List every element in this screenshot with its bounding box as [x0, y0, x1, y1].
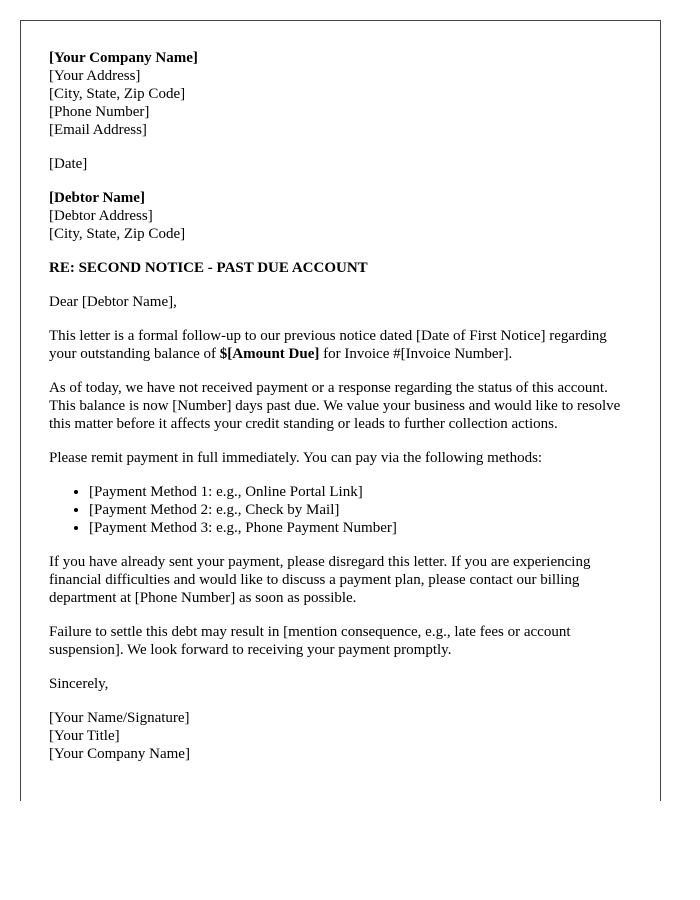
list-item: • [Payment Method 2: e.g., Check by Mail]: [89, 501, 632, 519]
letter-subject: RE: SECOND NOTICE - PAST DUE ACCOUNT: [49, 260, 368, 276]
sender-city-state-zip: [City, State, Zip Code]: [49, 86, 186, 102]
paragraph-balance: [49, 327, 632, 363]
paragraph-status: As of today, we have not received payment or a response regarding the status of this account. This balance is now [Number] days past due. We value your business and would like to resolve this matter before it affects your credit standing or leads to further collection actions.: [49, 380, 621, 432]
closing: Sincerely,: [49, 676, 109, 692]
sender-phone: [Phone Number]: [49, 104, 150, 120]
signature-title: [Your Title]: [49, 728, 120, 744]
sender-email: [Email Address]: [49, 122, 147, 138]
list-item: • [Payment Method 3: e.g., Phone Payment Number]: [89, 519, 632, 537]
recipient-city-state-zip: [City, State, Zip Code]: [49, 226, 186, 242]
date-block: [49, 155, 632, 173]
paragraph-remit: Please remit payment in full immediately. You can pay via the following methods:: [49, 450, 543, 466]
paragraph-balance-text: This letter is a formal follow-up to our previous notice dated [Date of First Notice] regarding your outstanding balance of: [49, 328, 607, 362]
letter-page: [20, 20, 661, 801]
signature-block: [49, 709, 632, 763]
signature-name: [Your Name/Signature]: [49, 710, 190, 726]
paragraph-hardship: If you have already sent your payment, please disregard this letter. If you are experiencing financial difficulties and would like to discuss a payment plan, please contact our billing department at [Phone Number] as soon as possible.: [49, 554, 591, 606]
paragraph-balance-invoice: for Invoice #[Invoice Number].: [319, 346, 513, 362]
signature-company: [Your Company Name]: [49, 746, 190, 762]
list-item: • [Payment Method 1: e.g., Online Portal Link]: [89, 483, 632, 501]
sender-block: [49, 49, 632, 139]
salutation: Dear [Debtor Name],: [49, 294, 177, 310]
amount-due: $[Amount Due]: [219, 346, 320, 362]
sender-company-name: [Your Company Name]: [49, 50, 198, 66]
sender-address: [Your Address]: [49, 68, 141, 84]
recipient-block: [49, 189, 632, 243]
recipient-address: [Debtor Address]: [49, 208, 153, 224]
paragraph-consequence: Failure to settle this debt may result in [mention consequence, e.g., late fees or account suspension]. We look forward to receiving your payment promptly.: [49, 624, 571, 658]
recipient-name: [Debtor Name]: [49, 190, 145, 206]
payment-methods-list: [49, 483, 632, 537]
letter-date: [Date]: [49, 156, 88, 172]
